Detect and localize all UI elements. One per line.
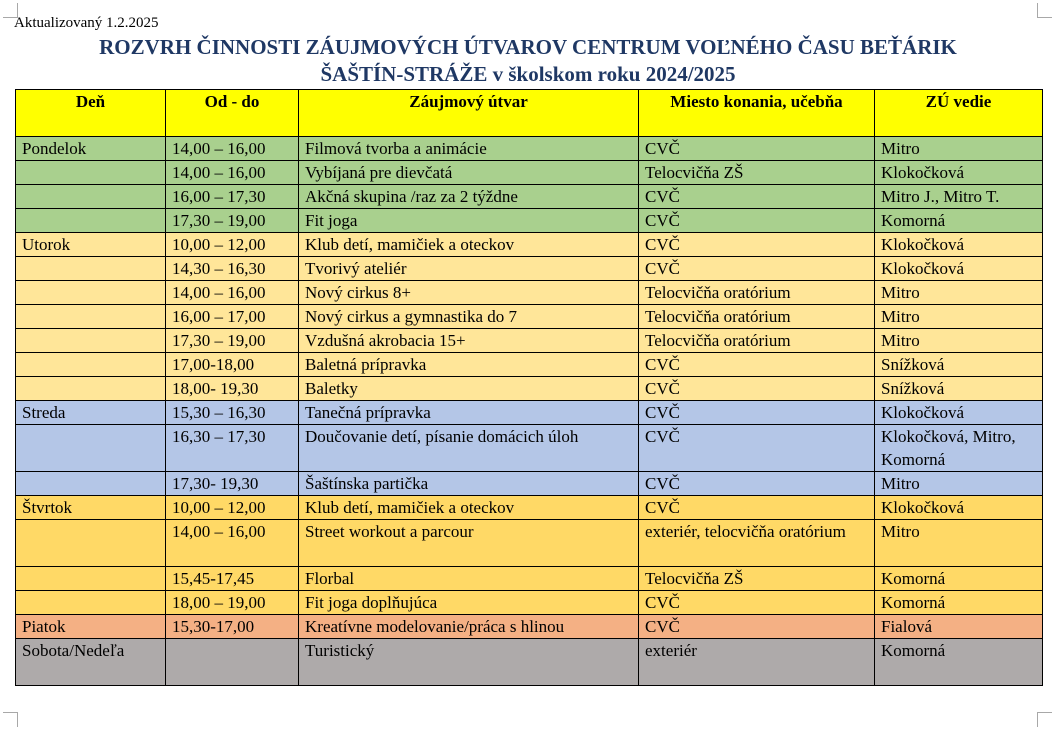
table-row bbox=[16, 185, 1043, 209]
time-cell: 15,45-17,45 bbox=[166, 567, 299, 591]
leader-cell: Mitro bbox=[875, 281, 1043, 305]
place-cell: Telocvičňa oratórium bbox=[639, 329, 875, 353]
table-row bbox=[16, 233, 1043, 257]
place-cell: Telocvičňa ZŠ bbox=[639, 161, 875, 185]
activity-cell: Klub detí, mamičiek a oteckov bbox=[299, 233, 639, 257]
table-row bbox=[16, 639, 1043, 686]
activity-cell: Vzdušná akrobacia 15+ bbox=[299, 329, 639, 353]
leader-cell: Mitro bbox=[875, 137, 1043, 161]
place-cell: CVČ bbox=[639, 137, 875, 161]
table-row bbox=[16, 496, 1043, 520]
place-cell: exteriér bbox=[639, 639, 875, 686]
time-cell: 14,00 – 16,00 bbox=[166, 281, 299, 305]
time-cell: 17,30- 19,30 bbox=[166, 472, 299, 496]
place-cell: Telocvičňa oratórium bbox=[639, 281, 875, 305]
place-cell: CVČ bbox=[639, 591, 875, 615]
place-cell: exteriér, telocvičňa oratórium bbox=[639, 520, 875, 567]
table-row bbox=[16, 615, 1043, 639]
time-cell: 17,30 – 19,00 bbox=[166, 329, 299, 353]
place-cell: CVČ bbox=[639, 257, 875, 281]
time-cell: 10,00 – 12,00 bbox=[166, 233, 299, 257]
day-cell: Štvrtok bbox=[16, 496, 166, 520]
day-cell bbox=[16, 185, 166, 209]
day-cell bbox=[16, 209, 166, 233]
crop-mark-bottom-right bbox=[1037, 712, 1052, 727]
place-cell: CVČ bbox=[639, 185, 875, 209]
leader-cell: Klokočková bbox=[875, 496, 1043, 520]
place-cell: CVČ bbox=[639, 377, 875, 401]
day-cell: Utorok bbox=[16, 233, 166, 257]
activity-cell: Turistický bbox=[299, 639, 639, 686]
activity-cell: Tvorivý ateliér bbox=[299, 257, 639, 281]
table-row bbox=[16, 567, 1043, 591]
day-cell bbox=[16, 305, 166, 329]
place-cell: CVČ bbox=[639, 401, 875, 425]
time-cell: 14,30 – 16,30 bbox=[166, 257, 299, 281]
place-cell: CVČ bbox=[639, 472, 875, 496]
day-cell bbox=[16, 567, 166, 591]
leader-cell: Mitro bbox=[875, 472, 1043, 496]
activity-cell: Šaštínska partička bbox=[299, 472, 639, 496]
activity-cell: Filmová tvorba a animácie bbox=[299, 137, 639, 161]
leader-cell: Klokočková bbox=[875, 161, 1043, 185]
leader-cell: Mitro bbox=[875, 520, 1043, 567]
day-cell bbox=[16, 377, 166, 401]
time-cell bbox=[166, 639, 299, 686]
day-cell: Sobota/Nedeľa bbox=[16, 639, 166, 686]
activity-cell: Street workout a parcour bbox=[299, 520, 639, 567]
table-row bbox=[16, 353, 1043, 377]
time-cell: 15,30 – 16,30 bbox=[166, 401, 299, 425]
activity-cell: Fit joga bbox=[299, 209, 639, 233]
activity-cell: Vybíjaná pre dievčatá bbox=[299, 161, 639, 185]
leader-cell: Klokočková bbox=[875, 233, 1043, 257]
leader-cell: Klokočková bbox=[875, 401, 1043, 425]
header-row bbox=[16, 90, 1043, 137]
time-cell: 14,00 – 16,00 bbox=[166, 520, 299, 567]
leader-cell: Komorná bbox=[875, 567, 1043, 591]
leader-cell: Komorná bbox=[875, 591, 1043, 615]
table-row bbox=[16, 329, 1043, 353]
leader-cell: Komorná bbox=[875, 639, 1043, 686]
leader-cell: Mitro J., Mitro T. bbox=[875, 185, 1043, 209]
place-cell: CVČ bbox=[639, 496, 875, 520]
crop-mark-bottom-left bbox=[3, 712, 18, 727]
table-row bbox=[16, 257, 1043, 281]
leader-cell: Mitro bbox=[875, 305, 1043, 329]
header-place: Miesto konania, učebňa bbox=[639, 90, 875, 137]
crop-mark-top-right bbox=[1037, 3, 1052, 18]
activity-cell: Tanečná prípravka bbox=[299, 401, 639, 425]
place-cell: CVČ bbox=[639, 233, 875, 257]
activity-cell: Akčná skupina /raz za 2 týždne bbox=[299, 185, 639, 209]
day-cell bbox=[16, 520, 166, 567]
day-cell bbox=[16, 161, 166, 185]
table-row bbox=[16, 472, 1043, 496]
document-title-line-2: ŠAŠTÍN-STRÁŽE v školskom roku 2024/2025 bbox=[320, 62, 736, 86]
time-cell: 16,00 – 17,30 bbox=[166, 185, 299, 209]
day-cell: Pondelok bbox=[16, 137, 166, 161]
activity-cell: Nový cirkus 8+ bbox=[299, 281, 639, 305]
table-row bbox=[16, 425, 1043, 472]
time-cell: 10,00 – 12,00 bbox=[166, 496, 299, 520]
activity-cell: Florbal bbox=[299, 567, 639, 591]
header-leader: ZÚ vedie bbox=[875, 90, 1043, 137]
activity-cell: Fit joga doplňujúca bbox=[299, 591, 639, 615]
leader-cell: Mitro bbox=[875, 329, 1043, 353]
time-cell: 14,00 – 16,00 bbox=[166, 161, 299, 185]
leader-cell: Fialová bbox=[875, 615, 1043, 639]
place-cell: CVČ bbox=[639, 209, 875, 233]
time-cell: 18,00 – 19,00 bbox=[166, 591, 299, 615]
time-cell: 14,00 – 16,00 bbox=[166, 137, 299, 161]
activity-cell: Klub detí, mamičiek a oteckov bbox=[299, 496, 639, 520]
day-cell: Streda bbox=[16, 401, 166, 425]
activity-cell: Doučovanie detí, písanie domácich úloh bbox=[299, 425, 639, 472]
leader-cell: Snížková bbox=[875, 377, 1043, 401]
time-cell: 17,30 – 19,00 bbox=[166, 209, 299, 233]
leader-cell: Klokočková bbox=[875, 257, 1043, 281]
table-row bbox=[16, 305, 1043, 329]
schedule-table bbox=[15, 89, 1043, 686]
time-cell: 16,00 – 17,00 bbox=[166, 305, 299, 329]
leader-cell: Snížková bbox=[875, 353, 1043, 377]
activity-cell: Baletky bbox=[299, 377, 639, 401]
day-cell bbox=[16, 257, 166, 281]
time-cell: 18,00- 19,30 bbox=[166, 377, 299, 401]
place-cell: Telocvičňa ZŠ bbox=[639, 567, 875, 591]
leader-cell: Komorná bbox=[875, 209, 1043, 233]
header-activity: Záujmový útvar bbox=[299, 90, 639, 137]
day-cell bbox=[16, 472, 166, 496]
table-row bbox=[16, 377, 1043, 401]
header-time: Od - do bbox=[166, 90, 299, 137]
table-row bbox=[16, 401, 1043, 425]
day-cell bbox=[16, 281, 166, 305]
activity-cell: Nový cirkus a gymnastika do 7 bbox=[299, 305, 639, 329]
table-row bbox=[16, 137, 1043, 161]
leader-cell: Klokočková, Mitro, Komorná bbox=[875, 425, 1043, 472]
table-row bbox=[16, 209, 1043, 233]
day-cell bbox=[16, 425, 166, 472]
header-day: Deň bbox=[16, 90, 166, 137]
place-cell: CVČ bbox=[639, 425, 875, 472]
day-cell bbox=[16, 329, 166, 353]
table-row bbox=[16, 520, 1043, 567]
day-cell bbox=[16, 353, 166, 377]
updated-date: Aktualizovaný 1.2.2025 bbox=[14, 15, 159, 31]
activity-cell: Kreatívne modelovanie/práca s hlinou bbox=[299, 615, 639, 639]
time-cell: 17,00-18,00 bbox=[166, 353, 299, 377]
table-row bbox=[16, 591, 1043, 615]
day-cell bbox=[16, 591, 166, 615]
time-cell: 16,30 – 17,30 bbox=[166, 425, 299, 472]
place-cell: CVČ bbox=[639, 615, 875, 639]
time-cell: 15,30-17,00 bbox=[166, 615, 299, 639]
place-cell: CVČ bbox=[639, 353, 875, 377]
activity-cell: Baletná prípravka bbox=[299, 353, 639, 377]
table-row bbox=[16, 281, 1043, 305]
day-cell: Piatok bbox=[16, 615, 166, 639]
table-row bbox=[16, 161, 1043, 185]
place-cell: Telocvičňa oratórium bbox=[639, 305, 875, 329]
document-title-line-1: ROZVRH ČINNOSTI ZÁUJMOVÝCH ÚTVAROV CENTRUM VOĽNÉHO ČASU BEŤÁRIK bbox=[99, 35, 957, 59]
